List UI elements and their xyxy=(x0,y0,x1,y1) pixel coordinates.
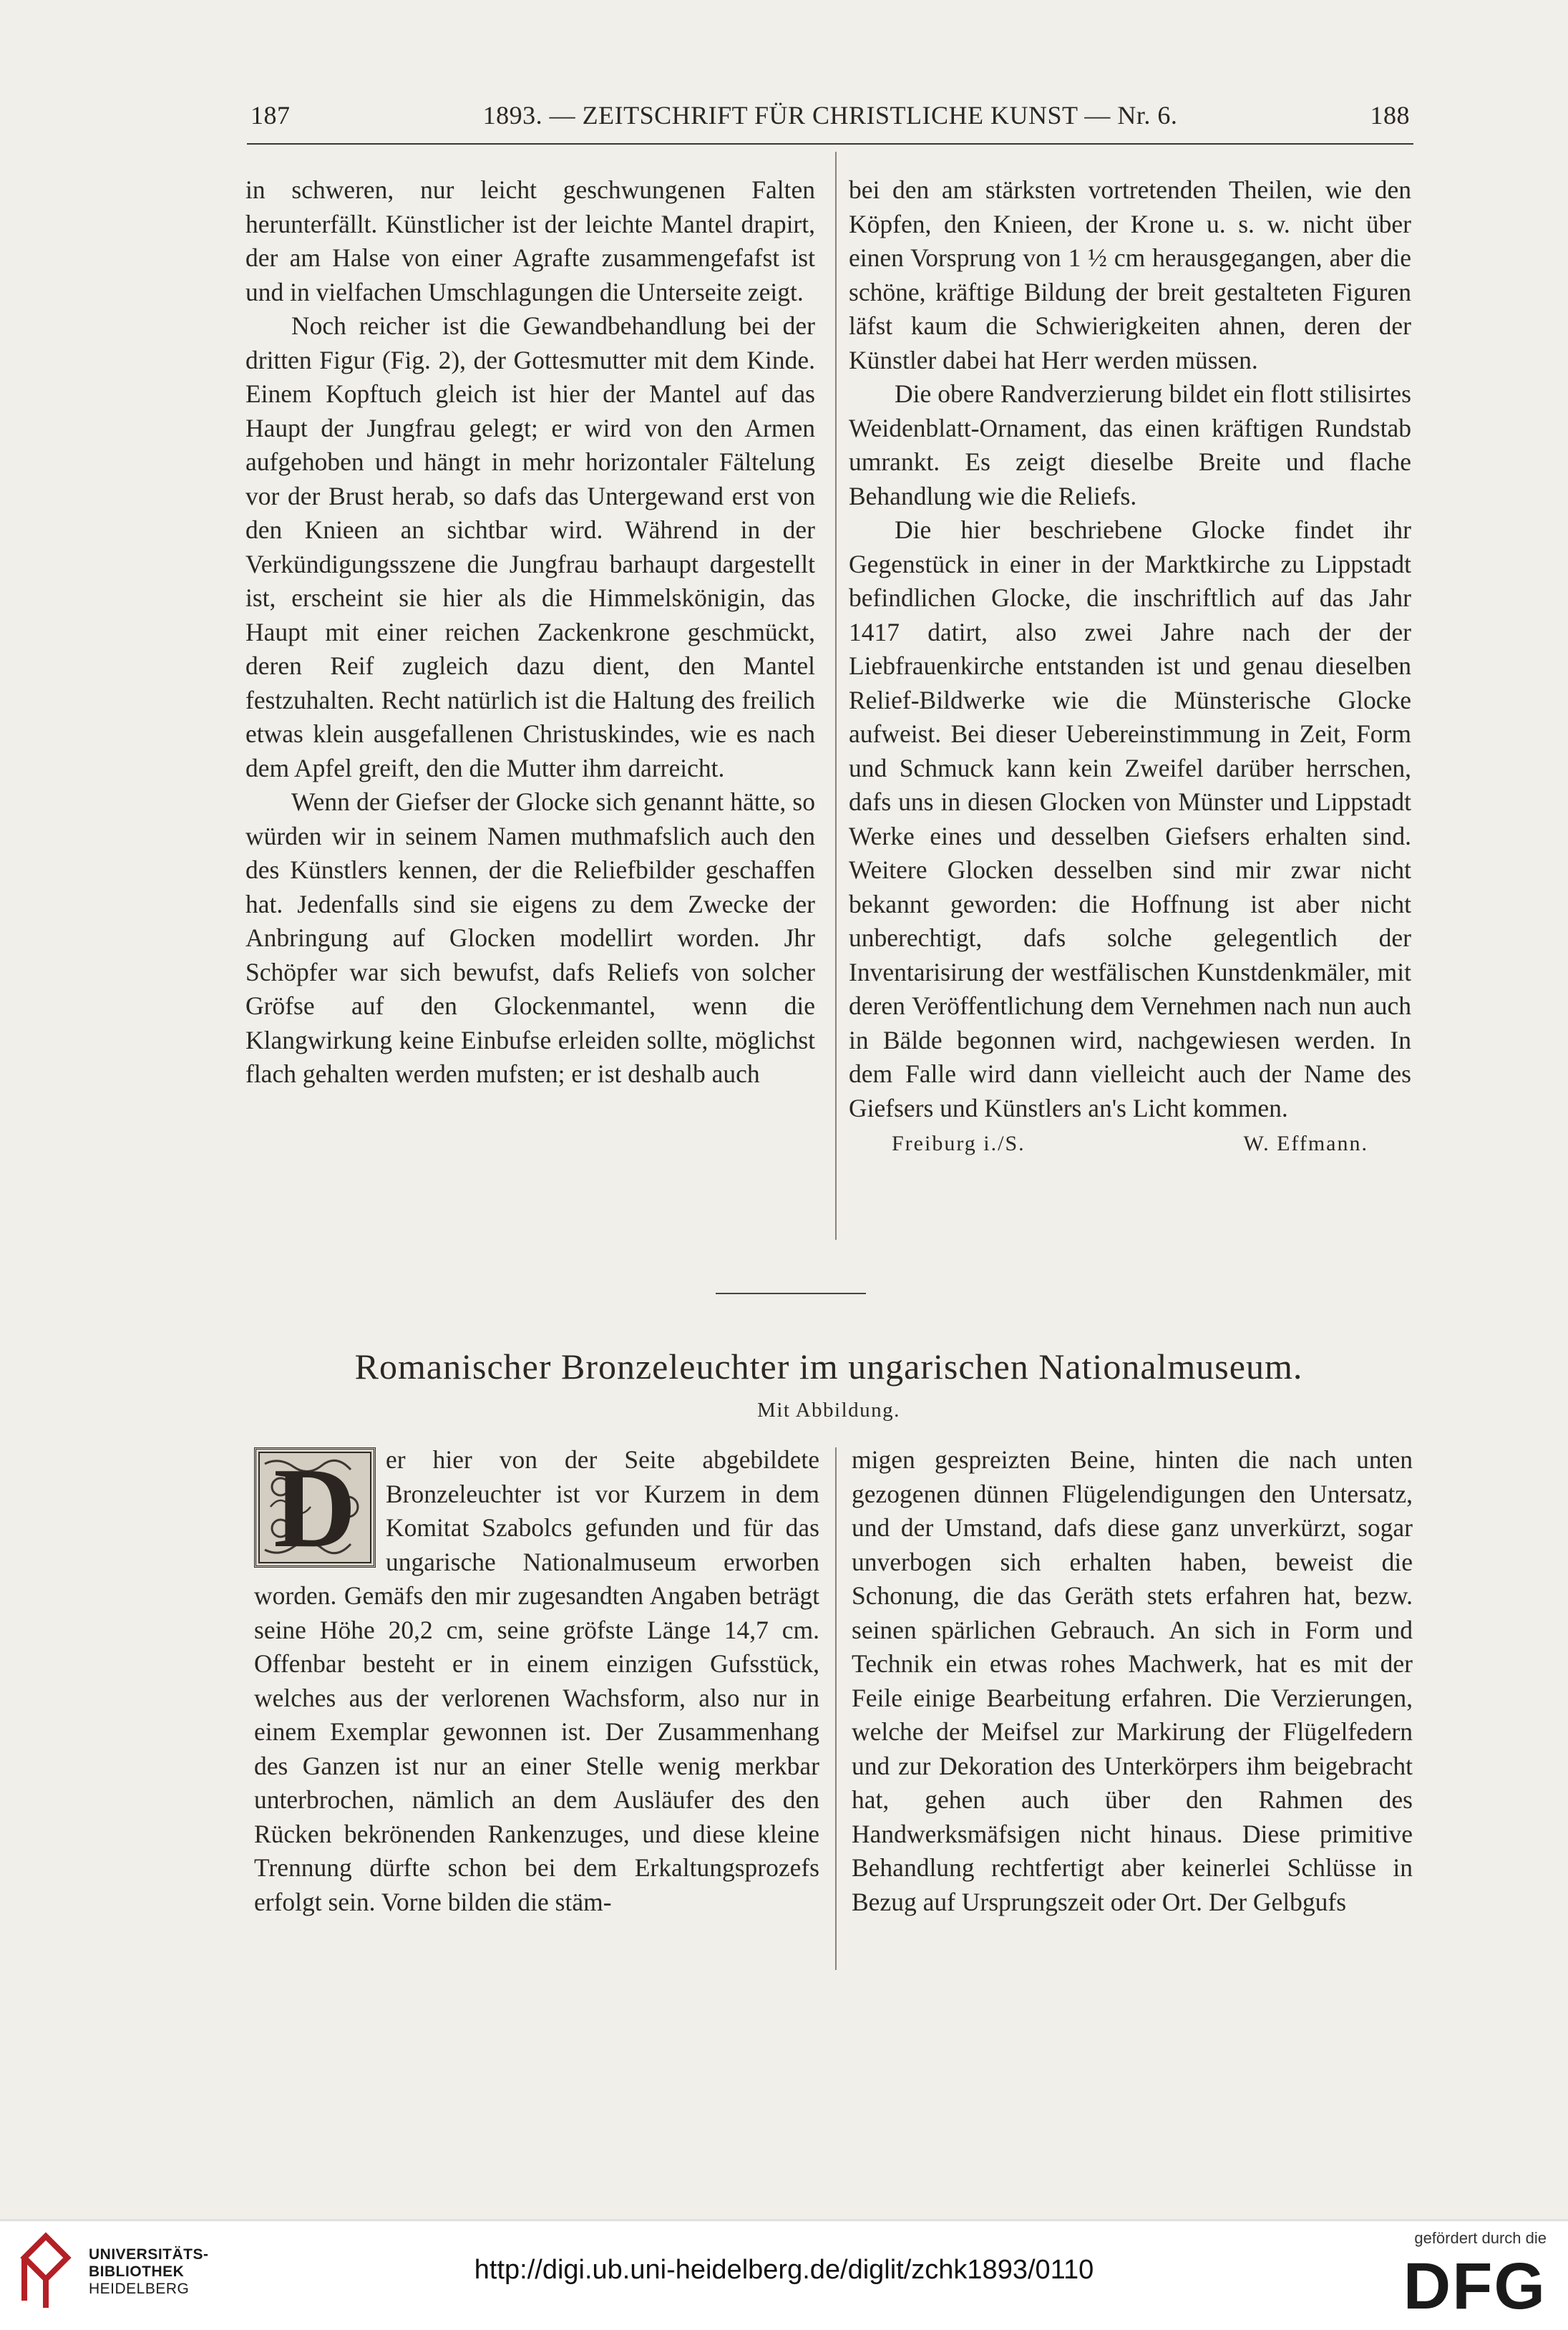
permalink-link[interactable]: http://digi.ub.uni-heidelberg.de/diglit/zchk1893/0110 xyxy=(474,2255,1094,2285)
paragraph: migen gespreizten Beine, hinten die nach unten gezogenen dünnen Flügelendigungen den Untersatz, und der Umstand, dafs diese ganz unverkürzt, sogar unverbogen sich erhalten haben, beweist die Schonung, die das Geräth stets erfahren hat, bezw. seinen spärlichen Gebrauch. An sich in Form und Technik ein etwas rohes Machwerk, hat es mit der Feile einige Bearbeitung erfahren. Die Verzierungen, welche der Meifsel zur Markirung der Flügelfedern und zur Dekoration des Unterkörpers ihm beigebracht hat, gehen auch über den Rahmen des Handwerksmäfsigen nicht hinaus. Diese primitive Behandlung rechtfertigt aber keinerlei Schlüsse in Bezug auf Ursprungszeit oder Ort. Der Gelbgufs xyxy=(852,1445,1413,1916)
funder-logo xyxy=(1375,2229,1547,2322)
page-number-left: 187 xyxy=(250,101,291,130)
paragraph: in schweren, nur leicht geschwungenen Falten herunterfällt. Künstlicher ist der leichte Mantel drapirt, der am Halse von einer Agrafte zusammengefafst ist und in vielfachen Umschlagungen die Unterseite zeigt. xyxy=(245,175,815,306)
article2-right-column xyxy=(852,1443,1413,1919)
decorated-initial xyxy=(254,1447,376,1568)
dfg-logo: DFG xyxy=(1403,2250,1547,2323)
library-name-line: HEIDELBERG xyxy=(89,2281,190,2297)
paragraph: Die hier beschriebene Glocke findet ihr Gegenstück in einer in der Marktkirche zu Lippstadt befindlichen Glocke, die inschriftlich auf das Jahr 1417 datirt, also zwei Jahre nach der der Liebfrauenkirche entstanden ist und genau dieselben Relief-Bildwerke wie die Münsterische Glocke aufweist. Bei dieser Uebereinstimmung in Zeit, Form und Schmuck kann kein Zweifel darüber herrschen, dafs uns in diesen Glocken von Münster und Lippstadt Werke eines und desselben Giefsers erhalten sind. Weitere Glocken desselben sind mir zwar nicht bekannt geworden: die Hoffnung ist aber nicht unberechtigt, dafs solche gelegentlich der Inventarisirung der westfälischen Kunstdenkmäler, mit deren Veröffentlichung dem Vernehmen nach nun auch in Bälde begonnen wird, nachgewiesen werden. In dem Falle wird dann vielleicht auch der Name des Giefsers und Künstlers an's Licht kommen. xyxy=(849,515,1411,1122)
column-divider-bottom xyxy=(835,1447,837,1970)
library-name-line: BIBLIOTHEK xyxy=(89,2263,185,2280)
author-signature xyxy=(849,1127,1411,1161)
article1-right-column xyxy=(849,173,1411,1161)
signature-name: W. Effmann. xyxy=(1243,1132,1368,1155)
page-number-right: 188 xyxy=(1370,101,1410,130)
running-header xyxy=(250,100,1410,136)
paragraph: Noch reicher ist die Gewandbehandlung bei der dritten Figur (Fig. 2), der Gottesmutter mit dem Kinde. Einem Kopftuch gleich ist hier der Mantel auf das Haupt der Jungfrau gelegt; er wird von den Armen aufgehoben und hängt in mehr horizontaler Fältelung vor der Brust herab, so dafs das Untergewand erst von den Knieen an sichtbar wird. Während in der Verkündigungsszene die Jungfrau barhaupt dargestellt ist, erscheint sie hier als die Himmelskönigin, das Haupt mit einer reichen Zackenkrone geschmückt, deren Reif zugleich dazu dient, den Mantel festzuhalten. Recht natürlich ist die Haltung des freilich etwas klein ausgefallenen Christuskindes, wie es nach dem Apfel greift, den die Mutter ihm darreicht. xyxy=(245,311,815,782)
library-name-line: UNIVERSITÄTS- xyxy=(89,2246,209,2263)
column-divider-top xyxy=(835,152,837,1240)
article2-left-column xyxy=(254,1443,819,1919)
dropcap-letter: D xyxy=(273,1447,356,1568)
journal-heading: 1893. — ZEITSCHRIFT FÜR CHRISTLICHE KUNST — Nr. 6. xyxy=(482,101,1178,130)
article-subtitle: Mit Abbildung. xyxy=(757,1399,900,1422)
signature-place: Freiburg i./S. xyxy=(892,1132,1026,1155)
footer-divider xyxy=(0,2219,1568,2221)
permalink xyxy=(0,2255,1568,2286)
article1-left-column xyxy=(245,173,815,1092)
header-rule xyxy=(247,143,1413,145)
section-separator xyxy=(716,1293,866,1294)
paragraph: er hier von der Seite abgebildete Bronzeleuchter ist vor Kurzem in dem Komitat Szabolcs gefunden und für das ungarische Nationalmuseum erworben worden. Gemäfs den mir zugesandten Angaben beträgt seine Höhe 20,2 cm, seine gröfste Länge 14,7 cm. Offenbar besteht er in einem einzigen Gufsstück, welches aus der verlorenen Wachsform, also nur in einem Exemplar gewonnen ist. Der Zusammenhang des Ganzen ist nur an einer Stelle wenig merkbar unterbrochen, nämlich an dem Ausläufer des den Rücken bekrönenden Rankenzuges, und diese kleine Trennung dürfte schon bei dem Erkaltungsprozefs erfolgt sein. Vorne bilden die stäm- xyxy=(254,1445,819,1916)
article-title: Romanischer Bronzeleuchter im ungarischen Nationalmuseum. xyxy=(354,1346,1303,1387)
paragraph: Die obere Randverzierung bildet ein flott stilisirtes Weidenblatt-Ornament, das einen kräftigen Rundstab umrankt. Es zeigt dieselbe Breite und flache Behandlung wie die Reliefs. xyxy=(849,379,1411,510)
funder-label: gefördert durch die xyxy=(1414,2229,1547,2247)
paragraph: Wenn der Giefser der Glocke sich genannt hätte, so würden wir in seinem Namen muthmafslich auch den des Künstlers kennen, der die Reliefbilder geschaffen hat. Jedenfalls sind sie eigens zu dem Zwecke der Anbringung auf Glocken modellirt worden. Jhr Schöpfer war sich bewufst, dafs Reliefs von solcher Gröfse auf den Glockenmantel, wenn die Klangwirkung keine Einbufse erleiden sollte, möglichst flach gehalten werden mufsten; er ist deshalb auch xyxy=(245,787,815,1088)
paragraph: bei den am stärksten vortretenden Theilen, wie den Köpfen, den Knieen, der Krone u. s. w. nicht über einen Vorsprung von 1 ½ cm herausgegangen, aber die schöne, kräftige Bildung der breit gestalteten Figuren läfst kaum die Schwierigkeiten ahnen, deren der Künstler dabei hat Herr werden müssen. xyxy=(849,175,1411,374)
